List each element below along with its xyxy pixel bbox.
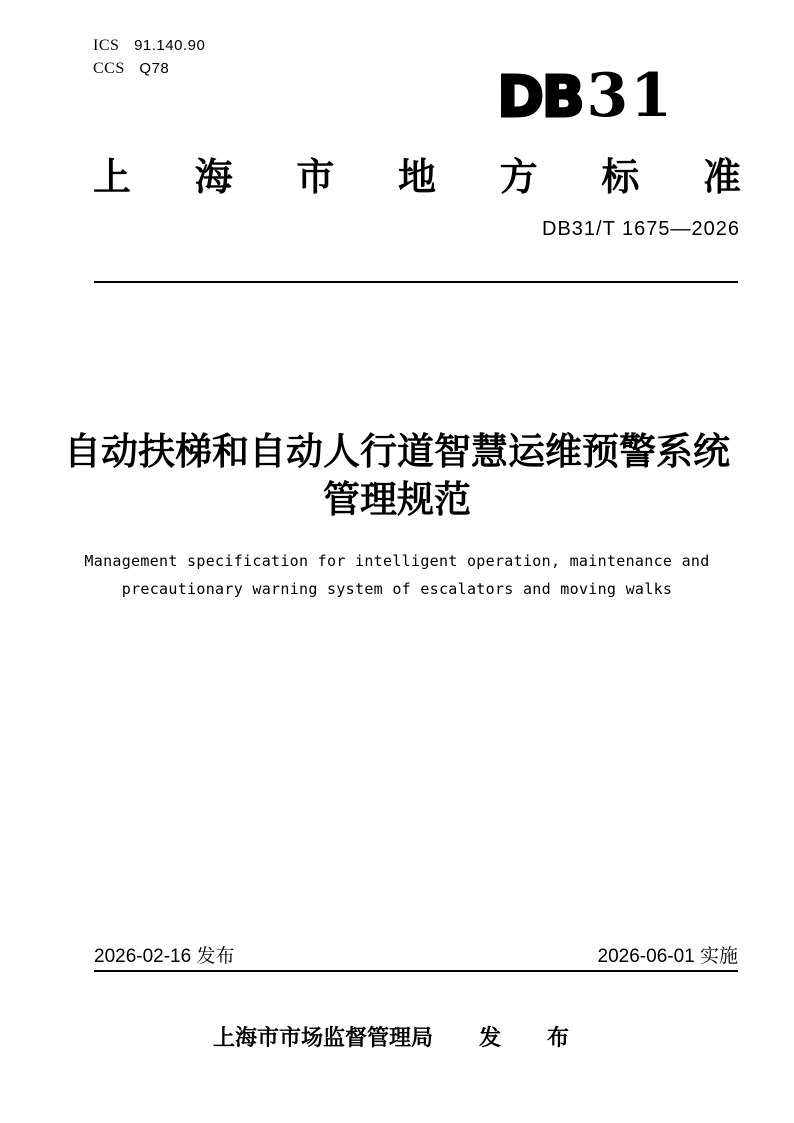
ccs-code-line [93, 57, 205, 80]
document-title-en-line2: precautionary warning system of escalators and moving walks [121, 580, 673, 598]
publisher-name: 上海市市场监督管理局 [212, 1025, 433, 1050]
issue-date: 2026-02-16 发布 [94, 946, 235, 967]
bottom-divider-rule [94, 970, 738, 972]
db31-logo [497, 61, 674, 142]
ics-value: 91.140.90 [134, 37, 206, 54]
ics-code-line [93, 34, 205, 57]
ics-label: ICS [93, 37, 120, 54]
standard-number: DB31/T 1675—2026 [542, 218, 740, 240]
db31-logo-number: 31 [586, 61, 674, 131]
date-row [94, 941, 738, 968]
document-title-en-line1: Management specification for intelligent operation, maintenance and [84, 552, 710, 570]
ccs-value: Q78 [139, 60, 170, 77]
publish-label: 发 布 [479, 1025, 582, 1050]
ccs-label: CCS [93, 60, 125, 77]
top-divider-rule [94, 281, 738, 283]
document-title-cn-line2: 管理规范 [323, 479, 471, 520]
classification-codes [93, 34, 205, 80]
db31-logo-db: DB [497, 65, 583, 130]
document-title-cn [0, 428, 794, 524]
document-title-cn-line1: 自动扶梯和自动人行道智慧运维预警系统 [64, 431, 730, 472]
implement-date: 2026-06-01 实施 [597, 946, 738, 967]
publisher-line [0, 1021, 794, 1052]
standard-type-heading: 上海市地方标准 [93, 157, 741, 199]
document-title-en [0, 547, 794, 603]
